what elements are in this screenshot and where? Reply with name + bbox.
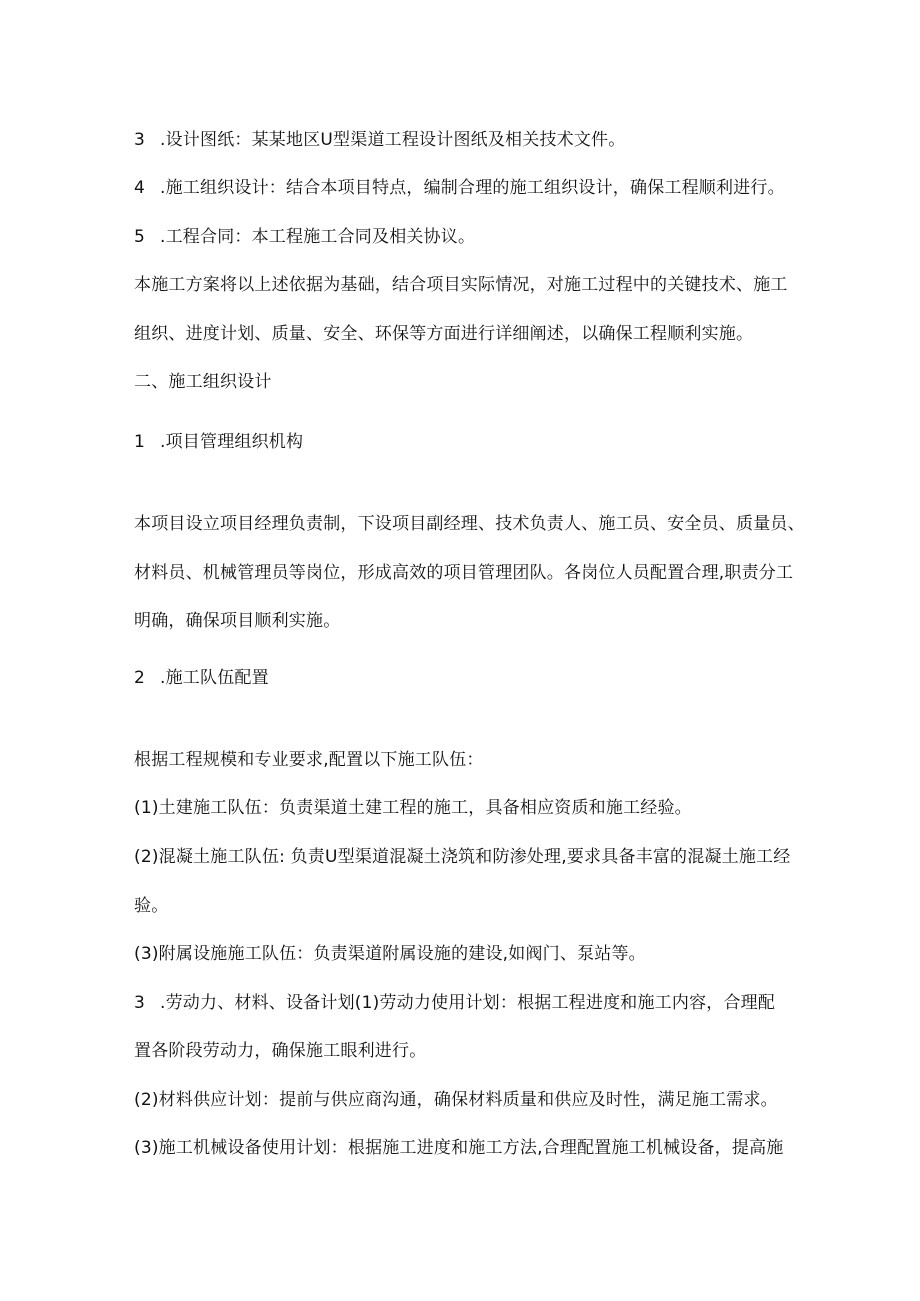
list-item: (2)混凝土施工队伍: 负责U型渠道混凝土浇筑和防渗处理,要求具备丰富的混凝土施工经 bbox=[134, 847, 791, 867]
line-text: .施工组织设计：结合本项目特点，编制合理的施工组织设计，确保工程顺利进行。 bbox=[160, 178, 785, 198]
paragraph-line: 根据工程规模和专业要求,配置以下施工队伍： bbox=[134, 750, 484, 770]
line-text: .设计图纸：某某地区U型渠道工程设计图纸及相关技术文件。 bbox=[160, 130, 626, 150]
item-number: 1 bbox=[134, 432, 146, 452]
text-line bbox=[134, 176, 794, 200]
list-item-continuation: 验。 bbox=[134, 896, 169, 916]
subsection-heading bbox=[134, 666, 794, 690]
line-text: .项目管理组织机构 bbox=[160, 432, 304, 452]
subsection-heading bbox=[134, 430, 794, 454]
line-text: .施工队伍配置 bbox=[160, 668, 269, 688]
line-text: .工程合同：本工程施工合同及相关协议。 bbox=[160, 227, 476, 247]
item-number: 3 bbox=[134, 993, 146, 1013]
paragraph-line: 明确，确保项目顺利实施。 bbox=[134, 611, 341, 631]
line-text: .劳动力、材料、设备计划(1)劳动力使用计划：根据工程进度和施工内容，合理配 bbox=[160, 993, 776, 1013]
list-item: (1)土建施工队伍：负责渠道土建工程的施工，具备相应资质和施工经验。 bbox=[134, 798, 692, 818]
paragraph-line: 本项目设立项目经理负责制，下设项目副经理、技术负责人、施工员、安全员、质量员、 bbox=[134, 514, 805, 534]
paragraph-line: 材料员、机械管理员等岗位，形成高效的项目管理团队。各岗位人员配置合理,职责分工 bbox=[134, 563, 794, 583]
item-number: 3 bbox=[134, 130, 146, 150]
section-heading: 二、施工组织设计 bbox=[134, 372, 272, 392]
list-item: (3)附属设施施工队伍：负责渠道附属设施的建设,如阀门、泵站等。 bbox=[134, 944, 646, 964]
item-number: 5 bbox=[134, 227, 146, 247]
text-line bbox=[134, 225, 794, 249]
list-item: (2)材料供应计划：提前与供应商沟通，确保材料质量和供应及时性，满足施工需求。 bbox=[134, 1090, 778, 1110]
paragraph-line: 本施工方案将以上述依据为基础，结合项目实际情况，对施工过程中的关键技术、施工 bbox=[134, 275, 788, 295]
list-item-continuation: 置各阶段劳动力，确保施工眼利进行。 bbox=[134, 1041, 427, 1061]
item-number: 2 bbox=[134, 668, 146, 688]
paragraph-line: 组织、进度计划、质量、安全、环保等方面进行详细阐述，以确保工程顺利实施。 bbox=[134, 324, 754, 344]
item-number: 4 bbox=[134, 178, 146, 198]
subsection-heading bbox=[134, 991, 794, 1015]
list-item: (3)施工机械设备使用计划：根据施工进度和施工方法,合理配置施工机械设备，提高施 bbox=[134, 1138, 784, 1158]
text-line bbox=[134, 128, 794, 152]
